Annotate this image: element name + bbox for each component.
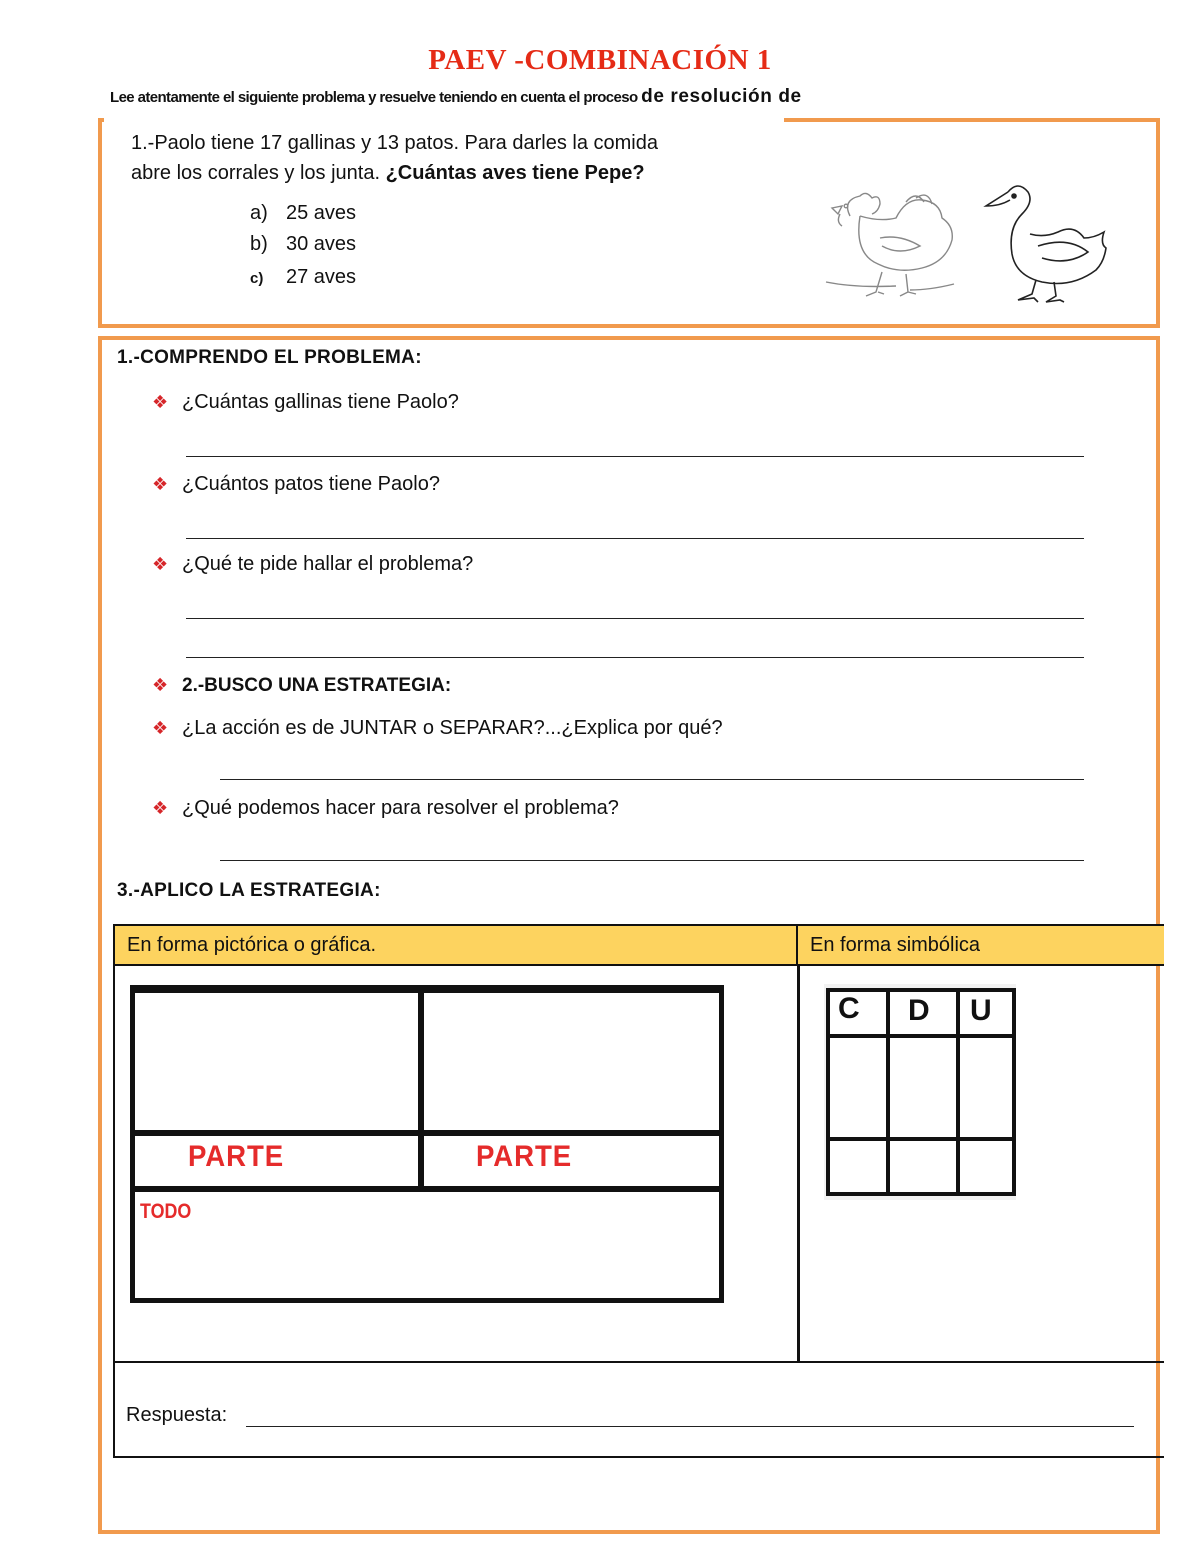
diamond-bullet-icon: ❖ [152,675,169,695]
instruction-big: de resolución de [641,86,802,107]
instruction-small: Lee atentamente el siguiente problema y resuelve teniendo en cuenta el proceso [110,89,638,106]
option-b: b) 30 aves [250,233,357,255]
answer-line-action[interactable] [220,779,1084,780]
table-header-symbolic: En forma simbólica [798,924,1164,966]
diagram-divider-1 [130,1130,724,1136]
whole-label: TODO [140,1200,192,1223]
problem-box-border-top-right [784,118,1158,122]
answer-label: Respuesta: [126,1404,228,1426]
question-hens: ❖ ¿Cuántas gallinas tiene Paolo? [152,391,459,413]
option-c: c) 27 aves [250,266,357,288]
section-3-heading: 3.-APLICO LA ESTRATEGIA: [117,880,381,901]
section-2-heading: ❖ 2.-BUSCO UNA ESTRATEGIA: [152,675,452,696]
question-action: ❖ ¿La acción es de JUNTAR o SEPARAR?...¿Explica por qué? [152,717,723,739]
page-title: PAEV -COMBINACIÓN 1 [428,44,772,76]
problem-statement [131,128,771,188]
table-divider [797,964,800,1362]
part-label-1: PARTE [188,1140,285,1173]
problem-line-1: 1.-Paolo tiene 17 gallinas y 13 patos. Para darles la comida [131,132,658,154]
option-a: a) 25 aves [250,202,357,224]
diagram-divider-2 [130,1186,724,1192]
table-border-left [113,964,115,1458]
diamond-bullet-icon: ❖ [152,718,169,738]
table-border-bottom [113,1456,1164,1458]
cdu-label-c: C [838,992,860,1025]
answer-line-final[interactable] [246,1426,1134,1427]
question-ducks: ❖ ¿Cuántos patos tiene Paolo? [152,473,440,495]
diagram-vertical-divider [418,990,424,1190]
cdu-label-u: U [970,994,992,1027]
table-header-pictoric: En forma pictórica o gráfica. [113,924,798,966]
cdu-place-value-table [824,984,1016,1200]
problem-box-border-top-left [98,118,104,122]
instruction-text [110,86,802,108]
problem-line-2: abre los corrales y los junta. ¿Cuántas aves tiene Pepe? [131,162,645,184]
question-resolve: ❖ ¿Qué podemos hacer para resolver el problema? [152,797,619,819]
problem-question: ¿Cuántas aves tiene Pepe? [385,162,645,184]
diamond-bullet-icon: ❖ [152,554,169,574]
answer-line-ducks[interactable] [186,538,1084,539]
question-find: ❖ ¿Qué te pide hallar el problema? [152,553,474,575]
duck-illustration [978,180,1110,308]
diamond-bullet-icon: ❖ [152,798,169,818]
diamond-bullet-icon: ❖ [152,474,169,494]
part-label-2: PARTE [476,1140,573,1173]
answer-line-hens[interactable] [186,456,1084,457]
section-1-heading: 1.-COMPRENDO EL PROBLEMA: [117,347,422,368]
answer-line-resolve[interactable] [220,860,1084,861]
table-row-divider [113,1361,1164,1363]
diamond-bullet-icon: ❖ [152,392,169,412]
hen-illustration [820,186,966,298]
cdu-label-d: D [908,994,930,1027]
answer-line-find-2[interactable] [186,657,1084,658]
diagram-top-bar [130,985,724,993]
answer-line-find-1[interactable] [186,618,1084,619]
